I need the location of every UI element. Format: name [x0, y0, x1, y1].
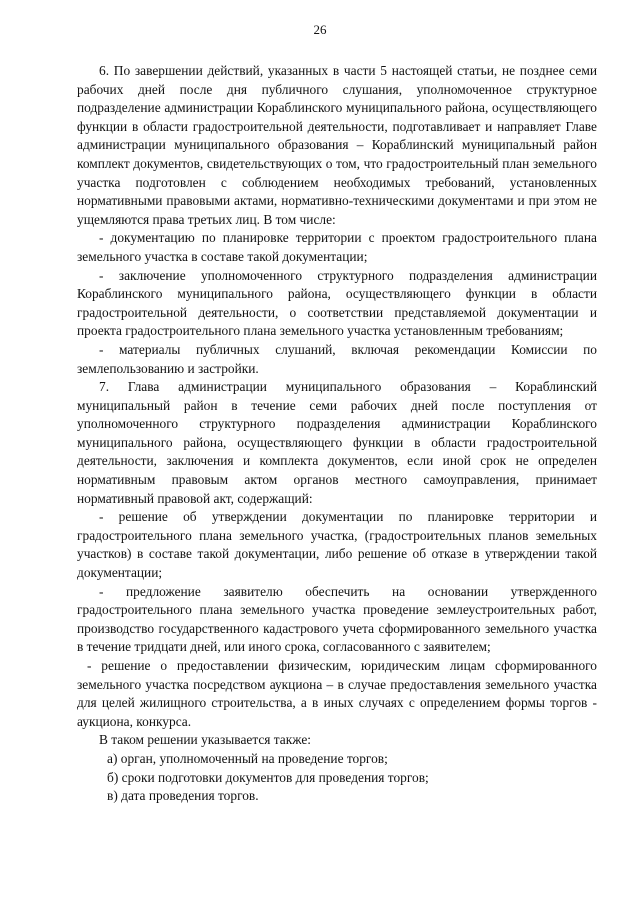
sub-item-b: б) сроки подготовки документов для проведения торгов;	[107, 769, 429, 785]
page-number: 26	[313, 22, 327, 37]
paragraph-intro: В таком решении указывается также:	[99, 732, 311, 748]
sub-item-a: а) орган, уполномоченный на проведение торгов;	[107, 750, 388, 766]
list-item: - документацию по планировке территории с проектом градостроительного плана земельного участка в составе такой документации;	[77, 230, 597, 264]
paragraph-6: 6. По завершении действий, указанных в части 5 настоящей статьи, не позднее семи рабочих дней после дня публичного слушания, уполномоченное структурное подразделение администрации Кораблинского муниципального района, осуществляющего функции в области градостроительной деятельности, подготавливает и направляет Главе администрации муниципального образования – Кораблинский муниципальный район комплект документов, свидетельствующих о том, что градостроительный план земельного участка подготовлен с соблюдением необходимых требований, установленных нормативными правовыми актами, нормативно-техническими документами и при этом не ущемляются права третьих лиц. В том числе:	[77, 63, 597, 227]
paragraph-7: 7. Глава администрации муниципального образования – Кораблинский муниципальный район в течение семи рабочих дней после поступления от уполномоченного структурного подразделения администрации Кораблинского муниципального района, осуществляющего функции в области градостроительной деятельности, заключения и комплекта документов, если иной срок не определен нормативным правовым актом органов местного самоуправления, принимает нормативный правовой акт, содержащий:	[77, 379, 597, 506]
list-item: - решение об утверждении документации по планировке территории и градостроительного плана земельного участка, (градостроительных планов земельных участков) в составе такой документации, либо решение об отказе в утверждении такой документации;	[77, 509, 597, 581]
list-item: - предложение заявителю обеспечить на основании утвержденного градостроительного плана земельного участка проведение землеустроительных работ, производство государственного кадастрового учета сформированного земельного участка в течение тридцати дней, или иного срока, согласованного с заявителем;	[77, 583, 597, 655]
list-item: - решение о предоставлении физическим, юридическим лицам сформированного земельного участка посредством аукциона – в случае предоставления земельного участка для целей жилищного строительства, а в иных случаях с определением формы торгов - аукциона, конкурса.	[77, 658, 597, 729]
sub-item-c: в) дата проведения торгов.	[107, 788, 259, 804]
list-item: - заключение уполномоченного структурного подразделения администрации Кораблинского муниципального района, осуществляющего функции в области градостроительной деятельности, о соответствии представляемой документации и проекта градостроительного плана земельного участка установленным требованиям;	[77, 267, 597, 339]
list-item: - материалы публичных слушаний, включая рекомендации Комиссии по землепользованию и застройки.	[77, 341, 597, 376]
document-body	[77, 62, 597, 806]
